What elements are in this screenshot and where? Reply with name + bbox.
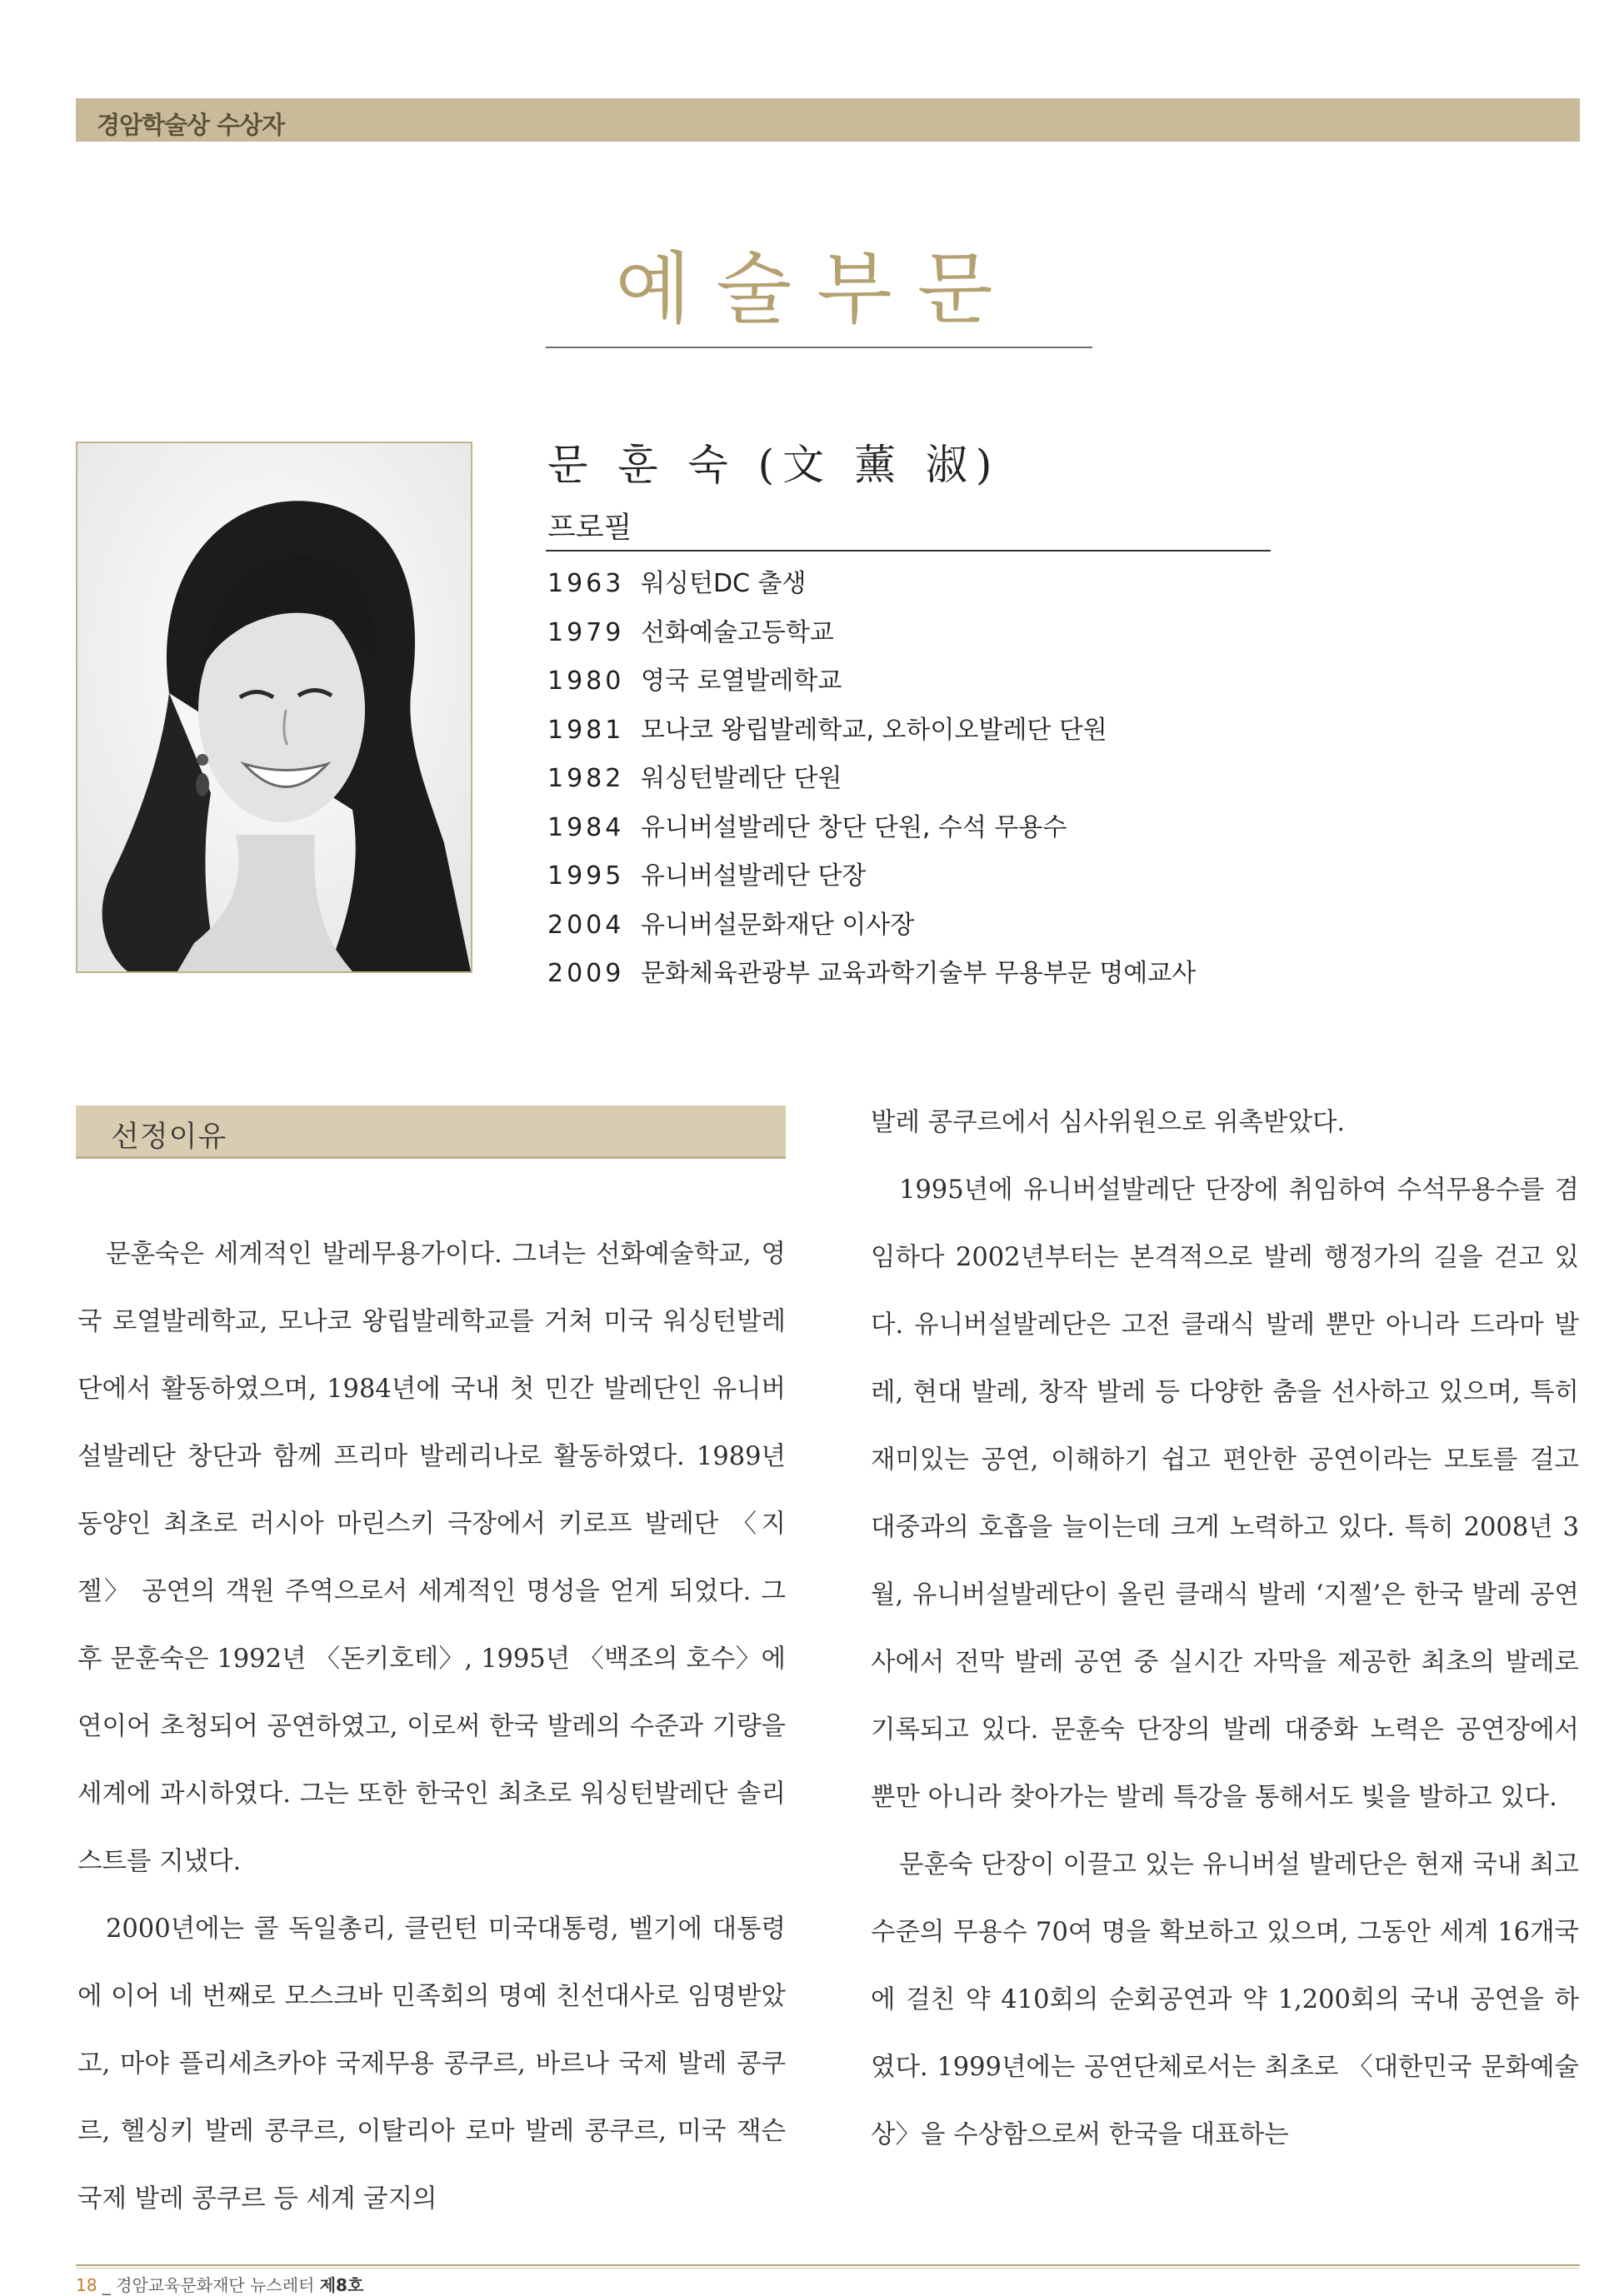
profile-text: 유니버설문화재단 이사장 <box>641 910 915 940</box>
selection-heading-bar <box>76 1106 786 1159</box>
profile-item <box>547 706 1196 756</box>
profile-item <box>547 560 1196 609</box>
awardee-name: 문 훈 숙 (文 薰 淑) <box>547 441 1001 489</box>
selection-heading: 선정이유 <box>111 1121 227 1154</box>
body-paragraph: 문훈숙은 세계적인 발레무용가이다. 그녀는 선화예술학교, 영국 로열발레학교, 모나코 왕립발레학교를 거쳐 미국 워싱턴발레단에서 활동하였으며, 1984년에 국내 첫 민간 발레단인 유니버설발레단 창단과 함께 프리마 발레리나로 활동하였다. 1989년 동양인 최초로 러시아 마린스키 극장에서 키로프 발레단 〈지젤〉 공연의 객원 주역으로서 세계적인 명성을 얻게 되었다. 그 후 문훈숙은 1992년 〈돈키호테〉, 1995년 〈백조의 호수〉에 연이어 초청되어 공연하였고, 이로써 한국 발레의 수준과 기량을 세계에 과시하였다. 그는 또한 한국인 최초로 워싱턴발레단 솔리스트를 지냈다. <box>77 1240 786 1876</box>
profile-year: 1995 <box>547 861 625 891</box>
profile-year: 1980 <box>547 666 625 696</box>
body-paragraph: 문훈숙 단장이 이끌고 있는 유니버설 발레단은 현재 국내 최고수준의 무용수 70여 명을 확보하고 있으며, 그동안 세계 16개국에 걸친 약 410회의 순회공연과 약 1,200회의 국내 공연을 하였다. 1999년에는 공연단체로서는 최초로 〈대한민국 문화예술상〉을 수상함으로써 한국을 대표하는 <box>871 1850 1579 2149</box>
profile-text: 워싱턴DC 출생 <box>641 569 807 598</box>
profile-item <box>547 950 1196 999</box>
profile-divider <box>546 550 1271 552</box>
footer-divider-thin <box>76 2268 1580 2269</box>
body-paragraph: 2000년에는 콜 독일총리, 클린턴 미국대통령, 벨기에 대통령에 이어 네 번째로 모스크바 민족회의 명예 친선대사로 임명받았고, 마야 플리세츠카야 국제무용 콩쿠르, 바르나 국제 발레 콩쿠르, 헬싱키 발레 콩쿠르, 이탈리아 로마 발레 콩쿠르, 미국 잭슨 국제 발레 콩쿠르 등 세계 굴지의 <box>77 1914 786 2214</box>
profile-text: 워싱턴발레단 단원 <box>641 764 842 793</box>
profile-year: 1963 <box>547 569 625 598</box>
body-paragraph: 발레 콩쿠르에서 심사위원으로 위촉받았다. <box>871 1108 1346 1137</box>
profile-text: 모나코 왕립발레학교, 오하이오발레단 단원 <box>641 715 1107 745</box>
body-column-left <box>77 1220 786 2233</box>
footer-divider <box>76 2264 1580 2266</box>
profile-text: 영국 로열발레학교 <box>641 666 842 696</box>
profile-item <box>547 755 1196 804</box>
profile-item <box>547 804 1196 853</box>
profile-text: 유니버설발레단 단장 <box>641 861 867 891</box>
publication-name: 경암교육문화재단 뉴스레터 <box>116 2275 320 2295</box>
portrait-image <box>77 443 471 971</box>
profile-year: 1982 <box>547 764 625 793</box>
footer-separator: _ <box>97 2275 117 2295</box>
profile-item <box>547 657 1196 706</box>
profile-text: 유니버설발레단 창단 단원, 수석 무용수 <box>641 812 1067 842</box>
profile-list <box>547 560 1196 999</box>
header-label: 경암학술상 수상자 <box>97 111 285 139</box>
profile-text: 선화예술고등학교 <box>641 617 834 647</box>
profile-year: 1984 <box>547 812 625 842</box>
profile-heading: 프로필 <box>547 512 632 545</box>
profile-item <box>547 609 1196 658</box>
issue-number: 제8호 <box>319 2275 364 2295</box>
profile-year: 2009 <box>547 959 625 988</box>
title-divider <box>546 347 1092 348</box>
body-column-right <box>871 1089 1579 2169</box>
profile-text: 문화체육관광부 교육과학기술부 무용부문 명예교사 <box>641 959 1197 988</box>
profile-year: 1981 <box>547 715 625 745</box>
portrait-photo <box>76 442 472 973</box>
profile-item <box>547 901 1196 951</box>
body-paragraph: 1995년에 유니버설발레단 단장에 취임하여 수석무용수를 겸임하다 2002년부터는 본격적으로 발레 행정가의 길을 걷고 있다. 유니버설발레단은 고전 클래식 발레 뿐만 아니라 드라마 발레, 현대 발레, 창작 발레 등 다양한 춤을 선사하고 있으며, 특히 재미있는 공연, 이해하기 쉽고 편안한 공연이라는 모토를 걸고 대중과의 호흡을 늘이는데 크게 노력하고 있다. 특히 2008년 3월, 유니버설발레단이 올린 클래식 발레 ‘지젤’은 한국 발레 공연사에서 전막 발레 공연 중 실시간 자막을 제공한 최초의 발레로 기록되고 있다. 문훈숙 단장의 발레 대중화 노력은 공연장에서 뿐만 아니라 찾아가는 발레 특강을 통해서도 빛을 발하고 있다. <box>871 1175 1579 1812</box>
profile-item <box>547 852 1196 901</box>
profile-year: 2004 <box>547 910 625 940</box>
profile-year: 1979 <box>547 617 625 647</box>
page-number: 18 <box>76 2275 97 2295</box>
header-bar <box>76 98 1580 142</box>
section-title: 예술부문 <box>615 244 1018 335</box>
footer <box>76 2272 363 2296</box>
